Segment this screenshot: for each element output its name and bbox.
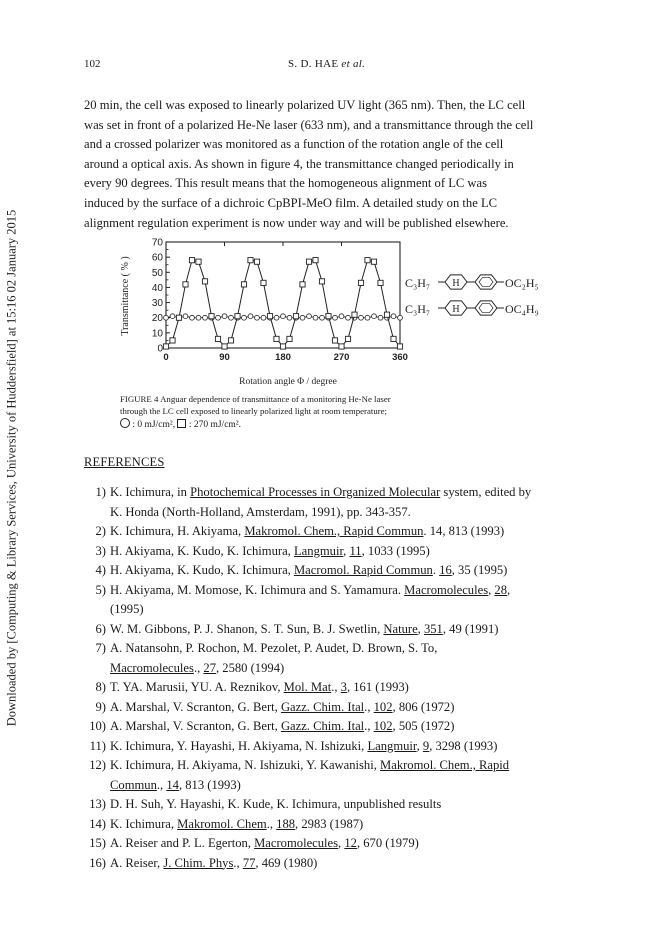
- data-point-square: [235, 314, 240, 319]
- reference-underlined-text: 9: [422, 738, 430, 753]
- reference-text: ,: [343, 543, 350, 558]
- data-point-square: [215, 336, 220, 341]
- y-axis-label: Transmittance ( % ): [120, 256, 131, 336]
- data-point-circle: [320, 315, 325, 320]
- reference-text: , 1033 (1995): [361, 543, 430, 558]
- figure-caption: [120, 393, 520, 431]
- reference-underlined-text: Commun: [110, 777, 157, 792]
- data-point-square: [371, 259, 376, 264]
- data-point-circle: [164, 315, 169, 320]
- data-point-circle: [190, 315, 195, 320]
- data-point-circle: [274, 315, 279, 320]
- reference-text: K. Ichimura, in: [110, 485, 191, 499]
- body-line: was set in front of a polarized He-Ne laser (633 nm), and a transmittance through the cell: [84, 117, 534, 132]
- reference-text: .,: [233, 855, 243, 870]
- reference-number: 9): [95, 699, 106, 714]
- data-point-square: [176, 315, 181, 320]
- x-tick-label: 90: [219, 352, 230, 363]
- reference-text: .,: [156, 777, 167, 792]
- data-point-square: [365, 258, 370, 263]
- reference-item: [84, 483, 574, 503]
- reference-text: H. Akiyama, M. Momose, K. Ichimura and S. Yamamura.: [110, 582, 405, 597]
- data-point-circle: [378, 315, 383, 320]
- x-tick-label: 270: [333, 352, 350, 363]
- data-point-square: [384, 312, 389, 317]
- data-point-circle: [183, 314, 188, 319]
- data-point-square: [183, 282, 188, 287]
- reference-text: , 2983 (1987): [295, 816, 364, 831]
- reference-text: .,: [364, 719, 374, 733]
- reference-text: , 469 (1980): [255, 855, 318, 870]
- reference-text: system, edited by: [440, 485, 532, 499]
- data-point-circle: [248, 314, 253, 319]
- reference-text: H. Akiyama, K. Kudo, K. Ichimura,: [110, 543, 294, 558]
- legend-circle-label: : 0 mJ/cm²,: [132, 420, 176, 430]
- reference-text: H. Akiyama, K. Kudo, K. Ichimura,: [110, 563, 294, 577]
- data-point-square: [345, 336, 350, 341]
- reference-underlined-text: Langmuir: [293, 543, 344, 558]
- reference-text: , 813 (1993): [178, 777, 241, 792]
- reference-item: [84, 854, 574, 874]
- reference-item: [84, 620, 574, 640]
- body-line: alignment regulation experiment is now under way and will be published elsewhere.: [84, 215, 509, 230]
- download-watermark: [0, 0, 24, 936]
- reference-continuation: [84, 503, 574, 523]
- reference-underlined-text: 27: [203, 660, 216, 675]
- y-tick-label: 70: [151, 237, 163, 249]
- data-point-square: [170, 338, 175, 343]
- reference-underlined-text: Macromolecules: [404, 582, 489, 597]
- reference-item: [84, 717, 574, 737]
- reference-underlined-text: 12: [344, 836, 357, 850]
- reference-number: 12): [89, 758, 106, 772]
- data-point-circle: [170, 314, 175, 319]
- reference-text: K. Ichimura, Y. Hayashi, H. Akiyama, N. Ishizuki,: [110, 738, 368, 753]
- data-point-square: [202, 279, 207, 284]
- reference-underlined-text: Nature: [383, 621, 418, 636]
- data-point-square: [261, 280, 266, 285]
- reference-text: ,: [338, 836, 345, 850]
- reference-text: ,: [488, 582, 495, 597]
- reference-text: , 35 (1995): [451, 563, 508, 577]
- data-point-circle: [313, 315, 318, 320]
- reference-text: .,: [331, 680, 341, 694]
- x-tick-label: 360: [392, 352, 408, 363]
- reference-underlined-text: 14: [166, 777, 179, 792]
- running-head-etal: et al.: [341, 58, 366, 70]
- y-tick-label: 10: [151, 328, 163, 340]
- reference-text: .,: [364, 699, 374, 714]
- molecule-structure: [405, 301, 539, 316]
- reference-underlined-text: 351: [423, 621, 443, 636]
- reference-underlined-text: Gazz. Chim. Ital: [280, 719, 365, 733]
- data-point-circle: [365, 315, 370, 320]
- data-point-circle: [339, 314, 344, 319]
- reference-underlined-text: 11: [349, 543, 362, 558]
- reference-text: , 49 (1991): [442, 621, 499, 636]
- reference-underlined-text: Macromolecules: [110, 660, 194, 675]
- reference-item: [84, 581, 574, 601]
- reference-underlined-text: Makromol. Chem: [177, 816, 267, 831]
- alkyl-group-label: C₃H₇: [405, 276, 431, 290]
- reference-number: 2): [95, 524, 106, 538]
- references-heading: REFERENCES: [84, 455, 165, 469]
- y-tick-label: 30: [151, 298, 163, 310]
- reference-text: .,: [193, 660, 204, 675]
- reference-text: (1995): [110, 602, 144, 616]
- reference-text: A. Natansohn, P. Rochon, M. Pezolet, P. Audet, D. Brown, S. To,: [110, 641, 438, 655]
- running-head: [288, 58, 365, 70]
- reference-text: K. Ichimura,: [110, 816, 178, 831]
- reference-text: T. YA. Marusii, YU. A. Reznikov,: [110, 680, 284, 694]
- reference-underlined-text: Makromol. Chem., Rapid Commun: [244, 524, 424, 538]
- reference-text: , 670 (1979): [356, 836, 419, 850]
- reference-text: D. H. Suh, Y. Hayashi, K. Kude, K. Ichimura, unpublished results: [110, 797, 442, 811]
- data-point-square: [267, 314, 272, 319]
- body-line: around a optical axis. As shown in figure 4, the transmittance changed periodically in: [84, 156, 514, 171]
- reference-text: W. M. Gibbons, P. J. Shanon, S. T. Sun, B. J. Swetlin,: [110, 621, 384, 636]
- reference-underlined-text: Photochemical Processes in Organized Molecular: [190, 485, 441, 499]
- reference-item: [84, 639, 574, 659]
- data-point-circle: [261, 315, 266, 320]
- data-point-square: [352, 312, 357, 317]
- reference-underlined-text: 16: [439, 563, 452, 577]
- data-point-square: [326, 314, 331, 319]
- data-point-square: [189, 258, 194, 263]
- reference-number: 15): [89, 836, 106, 850]
- y-tick-label: 50: [151, 267, 163, 279]
- reference-number: 7): [95, 641, 106, 655]
- benzene-ring-icon: [475, 275, 497, 289]
- reference-underlined-text: 77: [242, 855, 256, 870]
- reference-item: [84, 698, 574, 718]
- legend-square-label: : 270 mJ/cm².: [188, 420, 242, 430]
- reference-text: . 14, 813 (1993): [423, 524, 505, 538]
- reference-underlined-text: 102: [373, 719, 393, 733]
- aromatic-inner-ring: [479, 303, 493, 312]
- page-number: 102: [84, 58, 101, 70]
- reference-number: 10): [89, 719, 106, 733]
- reference-item: [84, 561, 574, 581]
- reference-number: 8): [95, 680, 106, 694]
- data-point-square: [209, 314, 214, 319]
- data-point-circle: [196, 315, 201, 320]
- reference-item: [84, 542, 574, 562]
- reference-text: .: [432, 563, 440, 577]
- data-point-circle: [359, 315, 364, 320]
- data-point-square: [293, 314, 298, 319]
- data-point-square: [274, 336, 279, 341]
- data-point-square: [378, 280, 383, 285]
- reference-item: [84, 834, 574, 854]
- reference-item: [84, 756, 574, 776]
- alkoxy-group-label: OC₂H₅: [505, 276, 539, 290]
- circle-marker-icon: [120, 418, 130, 428]
- caption-line-1: FIGURE 4 Anguar dependence of transmittance of a monitoring He-Ne laser: [120, 394, 391, 404]
- reference-text: , 161 (1993): [346, 680, 409, 694]
- y-tick-label: 0: [157, 343, 163, 355]
- data-point-square: [241, 282, 246, 287]
- data-point-circle: [391, 314, 396, 319]
- reference-text: A. Reiser and P. L. Egerton,: [110, 836, 255, 850]
- reference-underlined-text: Makromol. Chem., Rapid: [380, 758, 510, 772]
- running-head-authors: S. D. HAE: [288, 58, 342, 70]
- reference-underlined-text: 28: [494, 582, 507, 597]
- data-point-circle: [255, 315, 260, 320]
- data-point-circle: [222, 314, 227, 319]
- body-line: induced by the surface of a dichroic CpBPI-MeO film. A detailed study on the LC: [84, 195, 498, 210]
- data-point-circle: [398, 315, 403, 320]
- data-point-circle: [203, 315, 208, 320]
- reference-underlined-text: Gazz. Chim. Ital: [280, 699, 365, 714]
- reference-item: [84, 522, 574, 542]
- aromatic-inner-ring: [479, 277, 493, 286]
- data-point-square: [287, 336, 292, 341]
- y-tick-label: 60: [151, 252, 163, 264]
- data-point-square: [319, 279, 324, 284]
- reference-number: 14): [89, 816, 106, 831]
- reference-item: [84, 815, 574, 835]
- reference-continuation: [84, 659, 574, 679]
- data-point-square: [391, 336, 396, 341]
- data-point-square: [228, 338, 233, 343]
- body-paragraph: [84, 96, 564, 233]
- data-point-circle: [229, 315, 234, 320]
- data-point-square: [300, 282, 305, 287]
- transmittance-chart: [118, 236, 418, 388]
- reference-text: A. Marshal, V. Scranton, G. Bert,: [110, 699, 281, 714]
- reference-underlined-text: Macromol. Rapid Commun: [293, 563, 433, 577]
- data-point-square: [332, 338, 337, 343]
- data-point-circle: [300, 315, 305, 320]
- reference-text: A. Marshal, V. Scranton, G. Bert,: [110, 719, 281, 733]
- data-point-square: [339, 344, 344, 349]
- reference-text: , 2580 (1994): [215, 660, 285, 675]
- reference-underlined-text: Langmuir: [367, 738, 417, 753]
- data-point-circle: [333, 315, 338, 320]
- reference-number: 3): [95, 543, 106, 558]
- body-line: 20 min, the cell was exposed to linearly polarized UV light (365 nm). Then, the LC cell: [84, 98, 526, 112]
- references-list: [84, 483, 574, 873]
- data-point-circle: [242, 315, 247, 320]
- reference-text: K. Ichimura, H. Akiyama,: [110, 524, 245, 538]
- reference-text: ,: [416, 738, 423, 753]
- series-line-square: [166, 260, 400, 346]
- data-point-circle: [372, 314, 377, 319]
- reference-number: 6): [95, 621, 106, 636]
- reference-underlined-text: J. Chim. Phys: [163, 855, 234, 870]
- reference-number: 5): [95, 582, 106, 597]
- data-point-square: [254, 259, 259, 264]
- body-line: and a crossed polarizer was monitored as a function of the rotation angle of the cell: [84, 137, 504, 152]
- body-line: every 90 degrees. This result means that the homogeneous alignment of LC was: [84, 176, 488, 191]
- data-point-square: [313, 258, 318, 263]
- benzene-ring-icon: [475, 301, 497, 315]
- data-point-circle: [346, 315, 351, 320]
- data-point-square: [163, 344, 168, 349]
- data-point-circle: [307, 314, 312, 319]
- reference-text: ,: [417, 621, 424, 636]
- reference-item: [84, 795, 574, 815]
- data-point-circle: [281, 314, 286, 319]
- ring-label: H: [452, 304, 460, 315]
- reference-text: , 505 (1972): [392, 719, 455, 733]
- data-point-square: [306, 259, 311, 264]
- caption-legend: [120, 418, 520, 431]
- data-point-square: [248, 258, 253, 263]
- reference-text: K. Ichimura, H. Akiyama, N. Ishizuki, Y. Kawanishi,: [110, 758, 381, 772]
- reference-continuation: [84, 600, 574, 620]
- reference-underlined-text: Mol. Mat: [283, 680, 332, 694]
- y-tick-label: 20: [151, 313, 163, 325]
- reference-text: , 806 (1972): [392, 699, 455, 714]
- reference-item: [84, 678, 574, 698]
- chemical-structures: [405, 268, 585, 326]
- data-point-circle: [216, 315, 221, 320]
- reference-item: [84, 737, 574, 757]
- reference-number: 4): [95, 563, 106, 577]
- data-point-square: [196, 259, 201, 264]
- ring-label: H: [452, 278, 460, 289]
- caption-line-2: through the LC cell exposed to linearly polarized light at room temperature;: [120, 406, 387, 416]
- reference-number: 13): [89, 797, 106, 811]
- x-tick-label: 180: [275, 352, 291, 363]
- alkyl-group-label: C₃H₇: [405, 302, 431, 316]
- x-axis-label: Rotation angle Φ / degree: [239, 377, 337, 387]
- reference-text: , 3298 (1993): [429, 738, 498, 753]
- data-point-square: [222, 344, 227, 349]
- download-watermark-text: Downloaded by [Computing & Library Services, University of Huddersfield] at 15:16 02 January 2015: [4, 209, 19, 727]
- data-point-circle: [287, 315, 292, 320]
- y-tick-label: 40: [151, 282, 163, 294]
- reference-text: ,: [507, 582, 511, 597]
- reference-number: 11): [89, 738, 106, 753]
- molecule-structure: [405, 275, 539, 290]
- reference-continuation: [84, 776, 574, 796]
- x-tick-label: 0: [163, 352, 169, 363]
- data-point-square: [280, 344, 285, 349]
- data-point-square: [397, 344, 402, 349]
- reference-number: 16): [89, 855, 106, 870]
- reference-text: K. Honda (North-Holland, Amsterdam, 1991), pp. 343-357.: [110, 504, 411, 519]
- data-point-square: [358, 280, 363, 285]
- reference-underlined-text: 188: [276, 816, 296, 831]
- reference-text: A. Reiser,: [110, 855, 164, 870]
- reference-number: 1): [95, 485, 106, 499]
- alkoxy-group-label: OC₄H₉: [505, 302, 539, 316]
- square-marker-icon: [177, 419, 186, 428]
- reference-underlined-text: Macromolecules: [254, 836, 339, 850]
- reference-underlined-text: 3: [340, 680, 347, 694]
- reference-text: .,: [266, 816, 277, 831]
- reference-underlined-text: 102: [373, 699, 393, 714]
